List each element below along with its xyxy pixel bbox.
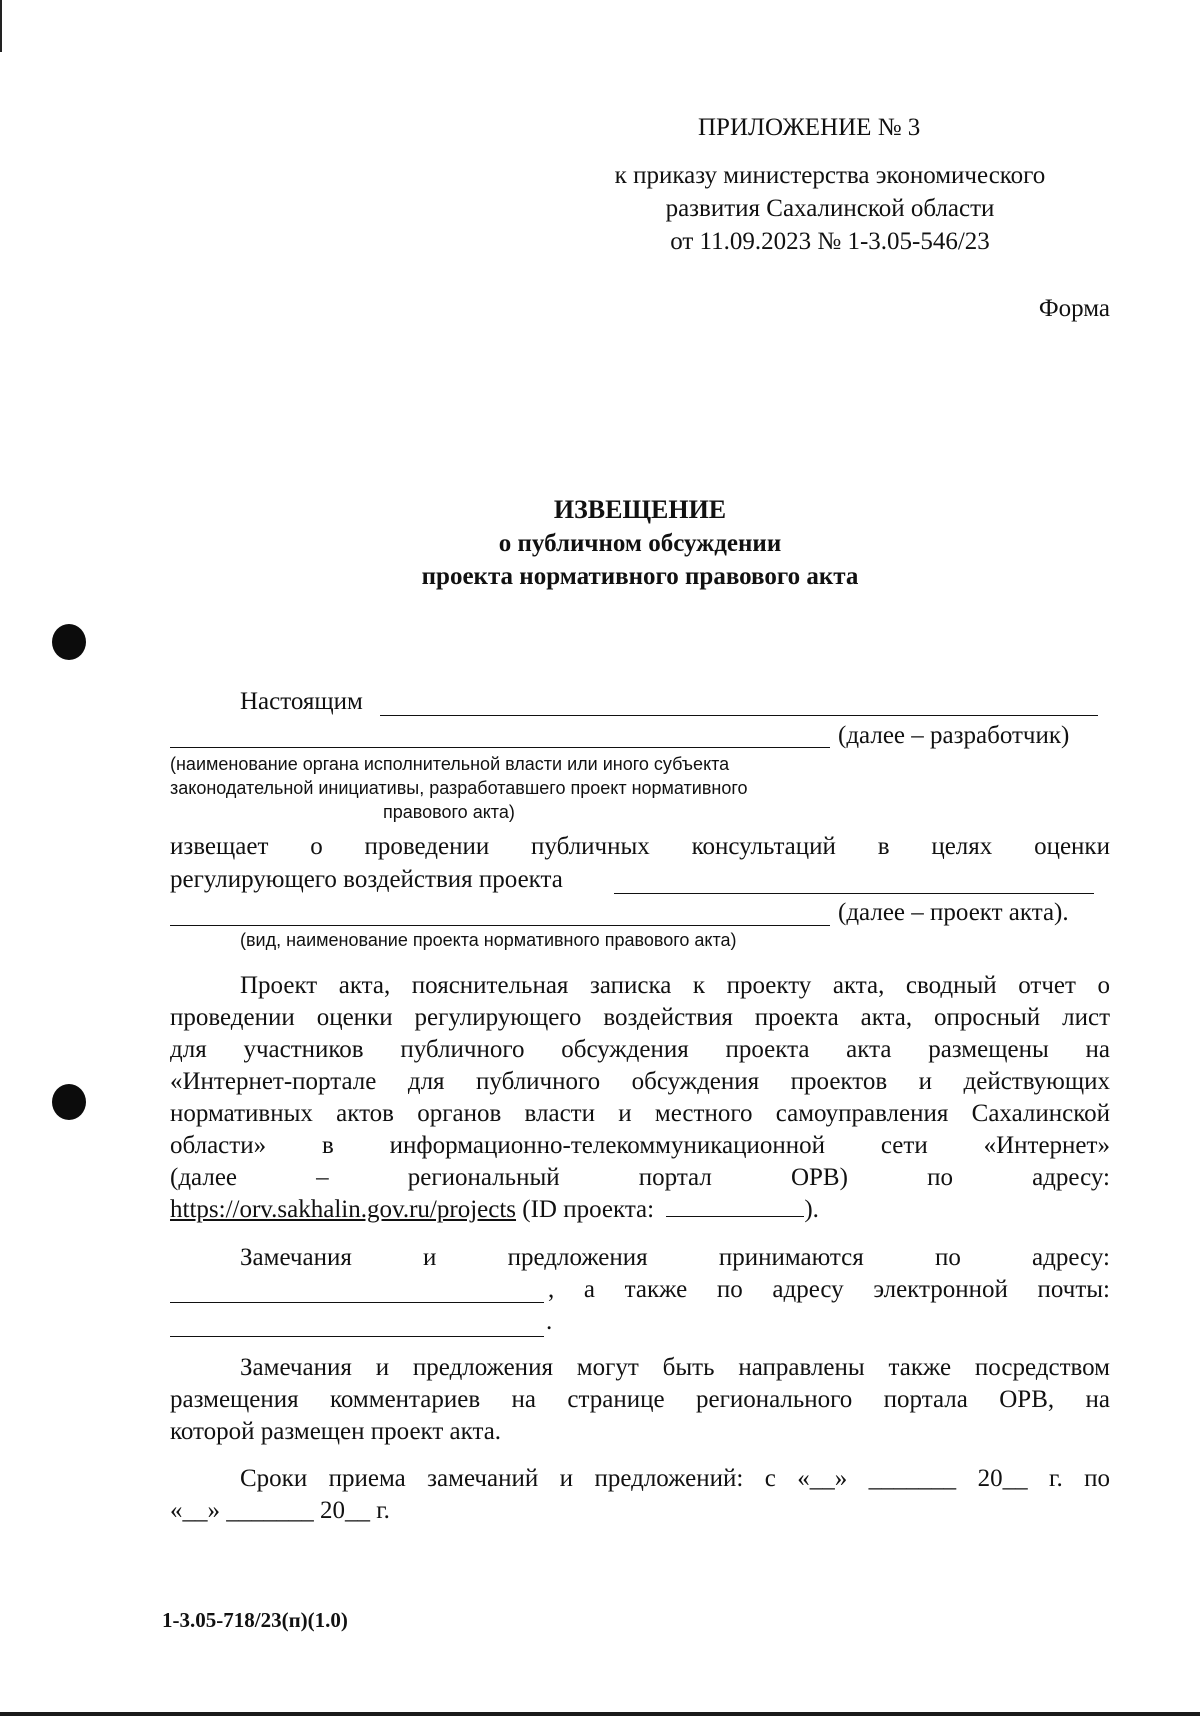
developer-name-blank-1 — [380, 715, 1098, 716]
paragraph-word: «Интернет» — [983, 1132, 1110, 1159]
paragraph-2-line-1 — [240, 1242, 1110, 1274]
comments-email-blank — [170, 1336, 544, 1337]
paragraph-1-line-6 — [170, 1130, 1110, 1162]
deadline-line-2: «__» _______ 20__ г. — [170, 1497, 390, 1524]
project-suffix: (далее – проект акта). — [838, 899, 1069, 926]
paragraph-1-line-1: Проект акта, пояснительная записка к проекту акта, сводный отчет о — [240, 972, 1110, 999]
paragraph-3-line-2: размещения комментариев на странице регионального портала ОРВ, на — [170, 1386, 1110, 1413]
project-note: (вид, наименование проекта нормативного правового акта) — [240, 930, 737, 950]
paragraph-word: информационно-телекоммуникационной — [389, 1132, 825, 1159]
paragraph-1-line-7 — [170, 1162, 1110, 1194]
notify-word: о — [310, 833, 323, 860]
paragraph-word: региональный — [407, 1164, 560, 1191]
comments-address-blank — [170, 1302, 544, 1303]
notify-word: целях — [931, 833, 993, 860]
paragraph-word: адресу: — [1032, 1244, 1110, 1271]
notice-title: ИЗВЕЩЕНИЕ — [553, 495, 727, 524]
paragraph-1-line-2: проведении оценки регулирующего воздействия проекта акта, опросный лист — [170, 1004, 1110, 1031]
paragraph-3-line-3: которой размещен проект акта. — [170, 1418, 502, 1445]
paragraph-word: области» — [170, 1132, 267, 1159]
developer-note-line-3: правового акта) — [383, 802, 515, 822]
portal-url-link[interactable]: https://orv.sakhalin.gov.ru/projects — [170, 1196, 517, 1223]
paragraph-1-line-3: для участников публичного обсуждения проекта акта размещены на — [170, 1036, 1110, 1063]
paragraph-word: и — [423, 1244, 437, 1271]
notify-word: проведении — [364, 833, 490, 860]
paragraph-word: сети — [880, 1132, 928, 1159]
project-id-label: (ID проекта: — [522, 1196, 655, 1223]
notify-line — [170, 831, 1110, 863]
paragraph-3-line-1: Замечания и предложения могут быть направлены также посредством — [240, 1354, 1110, 1381]
developer-note-line-2: законодательной инициативы, разработавшего проект нормативного — [170, 778, 748, 798]
notify-word: в — [877, 833, 890, 860]
paragraph-word: (далее — [170, 1164, 238, 1191]
paragraph-word: адресу: — [1032, 1164, 1110, 1191]
project-id-blank — [666, 1194, 804, 1217]
paragraph-word: в — [321, 1132, 334, 1159]
scan-edge-bottom — [0, 1712, 1200, 1716]
project-id-close: ). — [804, 1196, 819, 1223]
deadline-line-1: Сроки приема замечаний и предложений: с «__» _______ 20__ г. по — [240, 1465, 1110, 1492]
paragraph-2-line-2: , а также по адресу электронной почты: — [548, 1276, 1110, 1303]
developer-suffix: (далее – разработчик) — [838, 722, 1070, 749]
paragraph-word: по — [927, 1164, 953, 1191]
notify-word: публичных — [531, 833, 650, 860]
order-reference-line-1: к приказу министерства экономического — [614, 162, 1046, 189]
paragraph-word: портал — [638, 1164, 712, 1191]
developer-name-blank-2 — [170, 747, 830, 748]
developer-note-line-1: (наименование органа исполнительной власти или иного субъекта — [170, 754, 730, 774]
paragraph-word: предложения — [507, 1244, 648, 1271]
notice-subtitle-2: проекта нормативного правового акта — [421, 563, 859, 590]
appendix-number: ПРИЛОЖЕНИЕ № 3 — [698, 114, 921, 141]
paragraph-word: ОРВ) — [790, 1164, 848, 1191]
paragraph-1-line-5: нормативных актов органов власти и местного самоуправления Сахалинской — [170, 1100, 1110, 1127]
notify-word: оценки — [1034, 833, 1110, 860]
order-reference-line-3: от 11.09.2023 № 1-3.05-546/23 — [670, 228, 990, 255]
paragraph-1-line-4: «Интернет-портале для публичного обсуждения проектов и действующих — [170, 1068, 1110, 1095]
document-code: 1-3.05-718/23(п)(1.0) — [162, 1608, 348, 1632]
notice-subtitle-1: о публичном обсуждении — [498, 530, 782, 557]
scan-edge-left — [0, 0, 2, 52]
paragraph-word: по — [934, 1244, 961, 1271]
paragraph-word: Замечания — [240, 1244, 352, 1271]
project-name-blank-1 — [614, 893, 1094, 894]
project-name-blank-2 — [170, 925, 830, 926]
hereby-word: Настоящим — [240, 688, 363, 715]
form-label: Форма — [1038, 295, 1110, 322]
order-reference-line-2: развития Сахалинской области — [665, 195, 995, 222]
paragraph-2-line-3-end: . — [546, 1308, 553, 1335]
punch-hole-bottom — [52, 1084, 86, 1120]
paragraph-word: принимаются — [718, 1244, 864, 1271]
portal-url-line — [170, 1194, 819, 1226]
notify-word: консультаций — [691, 833, 836, 860]
punch-hole-top — [52, 624, 86, 660]
paragraph-word: – — [316, 1164, 329, 1191]
notify-word: извещает — [170, 833, 269, 860]
regulating-effect-text: регулирующего воздействия проекта — [170, 866, 563, 893]
